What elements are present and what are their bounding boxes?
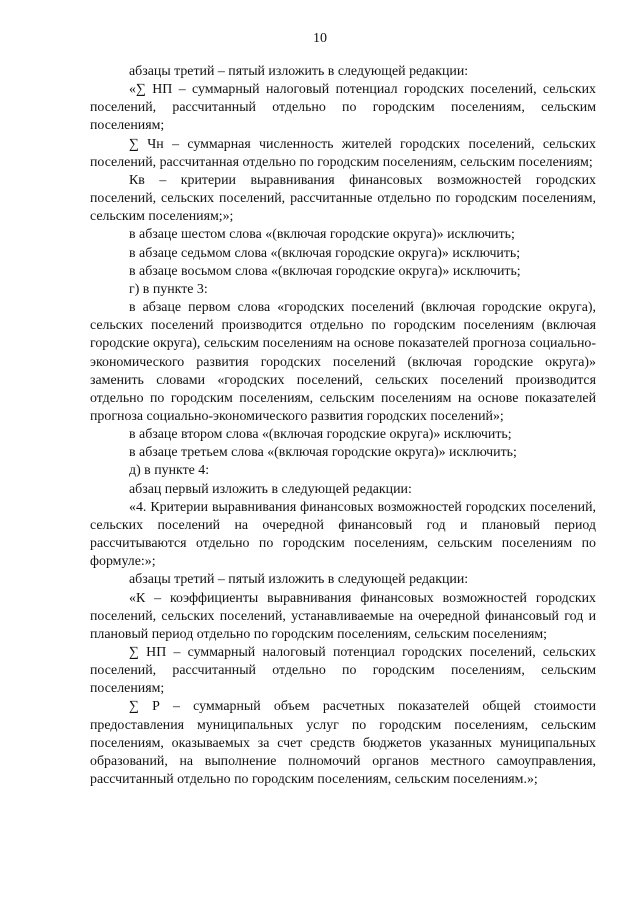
paragraph: г) в пункте 3: (129, 281, 208, 297)
paragraph: ∑ Р – суммарный объем расчетных показателей общей стоимости предоставления муниципальных услуг по городским поселениям, сельским поселениям, оказываемых за счет средств бюджетов указанных муниципальных образований, на выполнение полномочий органов местного самоуправления, рассчитанный отдельно по городским поселениям, сельским поселениям.»; (90, 699, 596, 788)
paragraph: в абзаце седьмом слова «(включая городские округа)» исключить; (129, 245, 521, 261)
page-number: 10 (313, 31, 327, 46)
paragraph: в абзаце восьмом слова «(включая городские округа)» исключить; (129, 263, 521, 279)
paragraph: в абзаце шестом слова «(включая городские округа)» исключить; (129, 227, 515, 243)
paragraph: абзацы третий – пятый изложить в следующей редакции: (129, 64, 469, 79)
paragraph: «∑ НП – суммарный налоговый потенциал городских поселений, сельских поселений, рассчитанный отдельно по городским поселениям, сельским поселениям; (90, 82, 596, 134)
paragraph: «К – коэффициенты выравнивания финансовых возможностей городских поселений, сельских поселений, устанавливаемые на очередной финансовый год и плановый период отдельно по городским поселениям, сельским поселениям; (90, 590, 596, 642)
paragraph: абзац первый изложить в следующей редакции: (129, 481, 412, 497)
paragraph: «4. Критерии выравнивания финансовых возможностей городских поселений, сельских поселений на очередной финансовый год и плановый период рассчитываются отдельно по городским поселениям, сельским поселениям по формуле:»; (90, 499, 596, 570)
paragraph: Кв – критерии выравнивания финансовых возможностей городских поселений, сельских поселений, рассчитанные отдельно по городским поселениям, сельским поселениям;»; (90, 172, 596, 225)
paragraph: д) в пункте 4: (129, 463, 210, 479)
paragraph: ∑ НП – суммарный налоговый потенциал городских поселений, сельских поселений, рассчитанный отдельно по городским поселениям, сельским поселениям; (90, 645, 596, 697)
document-body (90, 63, 596, 789)
paragraph: в абзаце третьем слова «(включая городские округа)» исключить; (129, 445, 517, 461)
paragraph: ∑ Чн – суммарная численность жителей городских поселений, сельских поселений, рассчитанная отдельно по городским поселениям, сельским поселениям; (90, 136, 596, 170)
paragraph: в абзаце первом слова «городских поселений (включая городские округа), сельских поселений производится отдельно по городским поселениям (включая городские округа), сельским поселениям на основе показателей прогноза социально-экономического развития городских поселений (включая городские округа)» заменить словами «городских поселений, сельских поселений производится отдельно по городским поселениям, сельским поселениям на основе показателей прогноза социально-экономического развития городских поселений»; (90, 300, 596, 424)
paragraph: в абзаце втором слова «(включая городские округа)» исключить; (129, 427, 512, 443)
paragraph: абзацы третий – пятый изложить в следующей редакции: (129, 572, 469, 588)
